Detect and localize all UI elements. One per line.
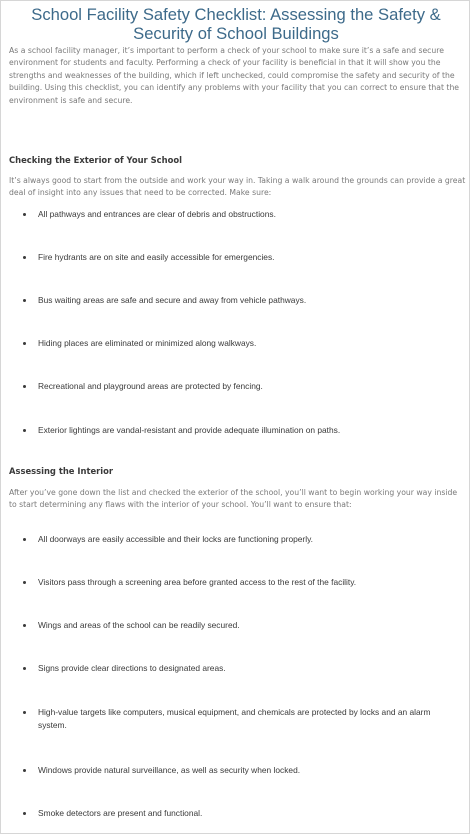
bullet-icon	[23, 711, 26, 714]
bullet-icon	[23, 538, 26, 541]
list-item	[23, 619, 443, 632]
list-item	[23, 533, 443, 546]
list-item	[23, 764, 443, 777]
bullet-icon	[23, 769, 26, 772]
list-item-text: Recreational and playground areas are protected by fencing.	[38, 381, 263, 391]
bullet-icon	[23, 213, 26, 216]
list-item	[23, 294, 443, 307]
list-item	[23, 337, 443, 350]
exterior-heading: Checking the Exterior of Your School	[9, 155, 182, 165]
list-item-text: Exterior lightings are vandal-resistant and provide adequate illumination on paths.	[38, 425, 341, 435]
bullet-icon	[23, 342, 26, 345]
list-item	[23, 807, 443, 820]
list-item-text: Windows provide natural surveillance, as well as security when locked.	[38, 765, 301, 775]
list-item	[23, 424, 443, 437]
list-item	[23, 380, 443, 393]
list-item-text: Signs provide clear directions to designated areas.	[38, 663, 226, 673]
interior-heading: Assessing the Interior	[9, 466, 114, 476]
list-item	[23, 576, 443, 589]
intro-paragraph: As a school facility manager, it’s important to perform a check of your school to make sure it’s a safe and secure environment for students and faculty. Performing a check of your facility is beneficial in that it will show you the strengths and weaknesses of the building, which if left unchecked, could compromise the safety and security of the building. Using this checklist, you can identify any problems with your facility that you can correct to ensure that the environment is safe and secure.	[9, 46, 460, 105]
list-item	[23, 251, 443, 264]
list-item-text: Smoke detectors are present and functional.	[38, 808, 203, 818]
bullet-icon	[23, 256, 26, 259]
list-item-text: High-value targets like computers, musical equipment, and chemicals are protected by locks and an alarm system.	[38, 707, 431, 730]
list-item-text: Wings and areas of the school can be readily secured.	[38, 620, 240, 630]
list-item-text: All pathways and entrances are clear of debris and obstructions.	[38, 209, 276, 219]
page-title: School Facility Safety Checklist: Assessing the Safety & Security of School Buildings	[31, 5, 441, 43]
bullet-icon	[23, 385, 26, 388]
bullet-icon	[23, 429, 26, 432]
interior-intro: After you’ve gone down the list and checked the exterior of the school, you’ll want to begin working your way inside to start determining any flaws with the interior of your school. You’ll want to ensure that:	[9, 488, 458, 510]
list-item	[23, 706, 443, 731]
bullet-icon	[23, 299, 26, 302]
list-item	[23, 208, 443, 221]
list-item-text: Bus waiting areas are safe and secure and away from vehicle pathways.	[38, 295, 307, 305]
list-item-text: Hiding places are eliminated or minimized along walkways.	[38, 338, 257, 348]
list-item-text: Fire hydrants are on site and easily accessible for emergencies.	[38, 252, 275, 262]
exterior-intro: It’s always good to start from the outside and work your way in. Taking a walk around the grounds can provide a great deal of insight into any issues that need to be corrected. Make sure:	[9, 176, 466, 198]
bullet-icon	[23, 624, 26, 627]
bullet-icon	[23, 581, 26, 584]
bullet-icon	[23, 812, 26, 815]
list-item-text: Visitors pass through a screening area before granted access to the rest of the facility.	[38, 577, 357, 587]
bullet-icon	[23, 667, 26, 670]
list-item-text: All doorways are easily accessible and their locks are functioning properly.	[38, 534, 313, 544]
list-item	[23, 662, 443, 675]
